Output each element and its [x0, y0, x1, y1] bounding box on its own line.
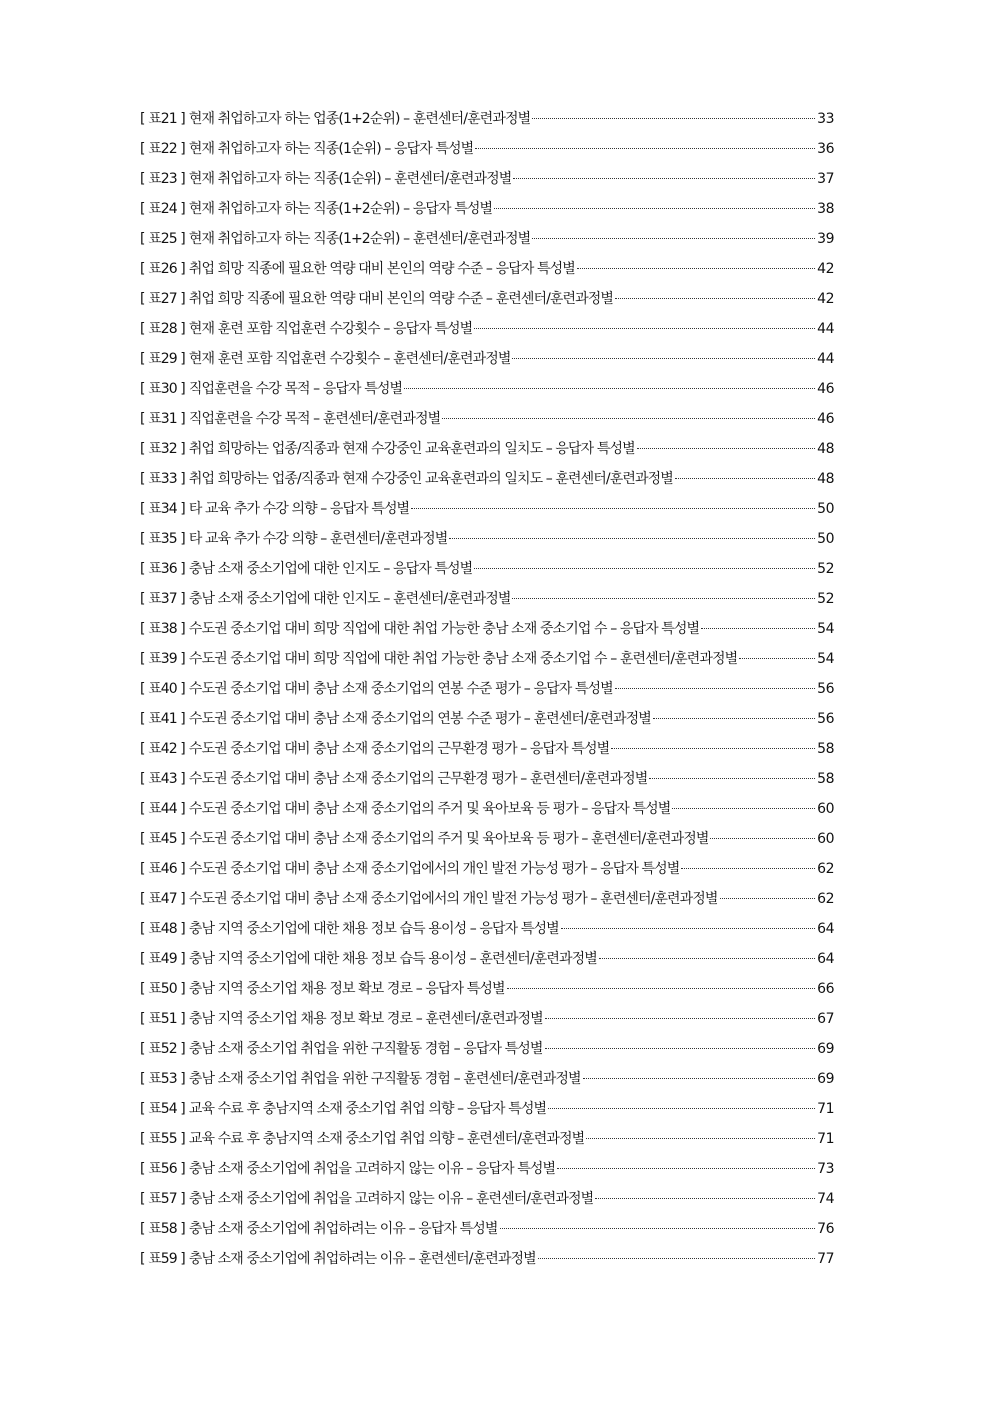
- dot-leader: [649, 778, 815, 779]
- toc-entry[interactable]: [140, 914, 834, 944]
- table-number: [ 표40 ]: [140, 681, 185, 697]
- table-number: [ 표29 ]: [140, 351, 185, 367]
- dot-leader: [513, 178, 815, 179]
- toc-entry-label: [140, 1214, 498, 1244]
- dot-leader: [583, 1078, 816, 1079]
- table-title: 수도권 중소기업 대비 충남 소재 중소기업의 근무환경 평가 – 응답자 특성별: [188, 741, 610, 757]
- toc-entry[interactable]: [140, 164, 834, 194]
- table-title: 수도권 중소기업 대비 충남 소재 중소기업의 연봉 수준 평가 – 훈련센터/훈련과정별: [188, 711, 651, 727]
- table-number: [ 표52 ]: [140, 1041, 185, 1057]
- table-title: 수도권 중소기업 대비 희망 직업에 대한 취업 가능한 충남 소재 중소기업 수 – 응답자 특성별: [188, 621, 700, 637]
- table-title: 교육 수료 후 충남지역 소재 중소기업 취업 의향 – 훈련센터/훈련과정별: [188, 1131, 585, 1147]
- toc-entry-label: [140, 824, 708, 854]
- toc-entry-label: [140, 494, 409, 524]
- table-title: 현재 훈련 포함 직업훈련 수강횟수 – 훈련센터/훈련과정별: [188, 351, 511, 367]
- toc-entry-label: [140, 974, 505, 1004]
- toc-entry-label: [140, 914, 559, 944]
- table-number: [ 표37 ]: [140, 591, 185, 607]
- table-number: [ 표55 ]: [140, 1131, 185, 1147]
- toc-entry-label: [140, 734, 609, 764]
- table-title: 수도권 중소기업 대비 충남 소재 중소기업에서의 개인 발전 가능성 평가 – 훈련센터/훈련과정별: [188, 891, 718, 907]
- toc-entry-label: [140, 284, 613, 314]
- toc-entry[interactable]: [140, 524, 834, 554]
- dot-leader: [442, 418, 815, 419]
- toc-entry-label: [140, 584, 510, 614]
- page-number: 67: [817, 1011, 834, 1027]
- dot-leader: [512, 358, 815, 359]
- table-title: 충남 소재 중소기업에 취업하려는 이유 – 훈련센터/훈련과정별: [188, 1251, 536, 1267]
- toc-entry-label: [140, 104, 530, 134]
- page-number: 69: [817, 1041, 834, 1057]
- table-number: [ 표47 ]: [140, 891, 185, 907]
- page-number: 69: [817, 1071, 834, 1087]
- dot-leader: [720, 898, 816, 899]
- toc-entry[interactable]: [140, 404, 834, 434]
- page-number: 58: [817, 741, 834, 757]
- page-number: 58: [817, 771, 834, 787]
- toc-entry[interactable]: [140, 854, 834, 884]
- table-title: 직업훈련을 수강 목적 – 훈련센터/훈련과정별: [188, 411, 441, 427]
- toc-entry[interactable]: [140, 884, 834, 914]
- table-number: [ 표45 ]: [140, 831, 185, 847]
- page-number: 60: [817, 801, 834, 817]
- page-number: 76: [817, 1221, 834, 1237]
- toc-entry-label: [140, 374, 402, 404]
- page-number: 64: [817, 951, 834, 967]
- dot-leader: [675, 478, 815, 479]
- table-number: [ 표32 ]: [140, 441, 185, 457]
- toc-entry[interactable]: [140, 344, 834, 374]
- dot-leader: [595, 1198, 815, 1199]
- page-number: 74: [817, 1191, 834, 1207]
- table-title: 수도권 중소기업 대비 충남 소재 중소기업의 연봉 수준 평가 – 응답자 특성별: [188, 681, 613, 697]
- dot-leader: [538, 1258, 815, 1259]
- toc-entry[interactable]: [140, 224, 834, 254]
- dot-leader: [739, 658, 815, 659]
- table-number: [ 표51 ]: [140, 1011, 185, 1027]
- toc-entry-label: [140, 1064, 581, 1094]
- table-title: 충남 소재 중소기업에 대한 인지도 – 응답자 특성별: [188, 561, 473, 577]
- toc-entry[interactable]: [140, 1214, 834, 1244]
- dot-leader: [653, 718, 815, 719]
- table-title: 충남 소재 중소기업에 취업을 고려하지 않는 이유 – 훈련센터/훈련과정별: [188, 1191, 594, 1207]
- page-number: 46: [817, 411, 834, 427]
- page-number: 50: [817, 531, 834, 547]
- table-title: 충남 소재 중소기업에 대한 인지도 – 훈련센터/훈련과정별: [188, 591, 511, 607]
- table-title: 충남 지역 중소기업에 대한 채용 정보 습득 용이성 – 응답자 특성별: [188, 921, 559, 937]
- table-number: [ 표56 ]: [140, 1161, 185, 1177]
- page-number: 36: [817, 141, 834, 157]
- table-number: [ 표54 ]: [140, 1101, 185, 1117]
- dot-leader: [701, 628, 815, 629]
- toc-entry[interactable]: [140, 824, 834, 854]
- toc-entry[interactable]: [140, 1154, 834, 1184]
- dot-leader: [586, 1138, 815, 1139]
- table-title: 교육 수료 후 충남지역 소재 중소기업 취업 의향 – 응답자 특성별: [188, 1101, 547, 1117]
- table-number: [ 표22 ]: [140, 141, 185, 157]
- toc-entry[interactable]: [140, 134, 834, 164]
- toc-entry-label: [140, 554, 472, 584]
- toc-entry[interactable]: [140, 194, 834, 224]
- toc-entry[interactable]: [140, 314, 834, 344]
- table-number: [ 표36 ]: [140, 561, 185, 577]
- table-title: 충남 소재 중소기업에 취업하려는 이유 – 응답자 특성별: [188, 1221, 498, 1237]
- toc-entry-label: [140, 644, 737, 674]
- toc-entry[interactable]: [140, 284, 834, 314]
- table-title: 현재 훈련 포함 직업훈련 수강횟수 – 응답자 특성별: [188, 321, 473, 337]
- table-number: [ 표24 ]: [140, 201, 185, 217]
- page-number: 33: [817, 111, 834, 127]
- page-number: 71: [817, 1101, 834, 1117]
- page-number: 37: [817, 171, 834, 187]
- dot-leader: [411, 508, 815, 509]
- dot-leader: [561, 928, 815, 929]
- dot-leader: [681, 868, 815, 869]
- table-title: 수도권 중소기업 대비 충남 소재 중소기업에서의 개인 발전 가능성 평가 – 응답자 특성별: [188, 861, 680, 877]
- dot-leader: [710, 838, 815, 839]
- dot-leader: [615, 688, 815, 689]
- table-title: 충남 소재 중소기업에 취업을 고려하지 않는 이유 – 응답자 특성별: [188, 1161, 556, 1177]
- page-number: 48: [817, 471, 834, 487]
- toc-entry-label: [140, 674, 613, 704]
- toc-entry-label: [140, 224, 530, 254]
- toc-entry[interactable]: [140, 1184, 834, 1214]
- page-number: 77: [817, 1251, 834, 1267]
- table-title: 수도권 중소기업 대비 충남 소재 중소기업의 주거 및 육아보육 등 평가 – 훈련센터/훈련과정별: [188, 831, 709, 847]
- dot-leader: [672, 808, 815, 809]
- table-title: 타 교육 추가 수강 의향 – 훈련센터/훈련과정별: [188, 531, 448, 547]
- toc-entry[interactable]: [140, 644, 834, 674]
- dot-leader: [474, 328, 815, 329]
- toc-entry-label: [140, 254, 575, 284]
- dot-leader: [545, 1018, 815, 1019]
- table-title: 취업 희망 직종에 필요한 역량 대비 본인의 역량 수준 – 응답자 특성별: [188, 261, 575, 277]
- dot-leader: [577, 268, 815, 269]
- table-title: 충남 지역 중소기업 채용 정보 확보 경로 – 응답자 특성별: [188, 981, 505, 997]
- table-number: [ 표34 ]: [140, 501, 185, 517]
- table-title: 충남 소재 중소기업 취업을 위한 구직활동 경험 – 훈련센터/훈련과정별: [188, 1071, 581, 1087]
- toc-entry-label: [140, 944, 597, 974]
- page-number: 71: [817, 1131, 834, 1147]
- toc-entry-label: [140, 704, 651, 734]
- table-number: [ 표30 ]: [140, 381, 185, 397]
- toc-entry-label: [140, 1034, 543, 1064]
- dot-leader: [532, 118, 815, 119]
- toc-entry[interactable]: [140, 554, 834, 584]
- toc-entry[interactable]: [140, 974, 834, 1004]
- table-number: [ 표44 ]: [140, 801, 185, 817]
- table-title: 충남 지역 중소기업에 대한 채용 정보 습득 용이성 – 훈련센터/훈련과정별: [188, 951, 597, 967]
- toc-entry-label: [140, 164, 511, 194]
- toc-entry[interactable]: [140, 494, 834, 524]
- page-number: 62: [817, 891, 834, 907]
- dot-leader: [449, 538, 815, 539]
- table-number: [ 표31 ]: [140, 411, 185, 427]
- page-number: 56: [817, 681, 834, 697]
- toc-entry[interactable]: [140, 1244, 834, 1274]
- toc-entry[interactable]: [140, 1124, 834, 1154]
- dot-leader: [615, 298, 815, 299]
- toc-entry[interactable]: [140, 1064, 834, 1094]
- toc-entry-label: [140, 764, 647, 794]
- page-number: 38: [817, 201, 834, 217]
- toc-entry[interactable]: [140, 464, 834, 494]
- table-title: 취업 희망하는 업종/직종과 현재 수강중인 교육훈련과의 일치도 – 응답자 특성별: [188, 441, 635, 457]
- toc-entry[interactable]: [140, 794, 834, 824]
- table-title: 취업 희망하는 업종/직종과 현재 수강중인 교육훈련과의 일치도 – 훈련센터/훈련과정별: [188, 471, 673, 487]
- toc-entry[interactable]: [140, 764, 834, 794]
- table-title: 수도권 중소기업 대비 충남 소재 중소기업의 주거 및 육아보육 등 평가 – 응답자 특성별: [188, 801, 671, 817]
- toc-entry-label: [140, 1244, 536, 1274]
- toc-entry-label: [140, 1124, 584, 1154]
- table-title: 현재 취업하고자 하는 업종(1+2순위) – 훈련센터/훈련과정별: [188, 111, 531, 127]
- toc-entry[interactable]: [140, 944, 834, 974]
- table-title: 수도권 중소기업 대비 희망 직업에 대한 취업 가능한 충남 소재 중소기업 수 – 훈련센터/훈련과정별: [188, 651, 738, 667]
- toc-entry[interactable]: [140, 734, 834, 764]
- dot-leader: [545, 1048, 816, 1049]
- toc-entry-label: [140, 854, 679, 884]
- dot-leader: [611, 748, 815, 749]
- toc-entry-label: [140, 134, 473, 164]
- table-title: 타 교육 추가 수강 의향 – 응답자 특성별: [188, 501, 410, 517]
- page-number: 56: [817, 711, 834, 727]
- toc-entry[interactable]: [140, 704, 834, 734]
- toc-entry[interactable]: [140, 674, 834, 704]
- page-number: 52: [817, 561, 834, 577]
- toc-entry[interactable]: [140, 104, 834, 134]
- table-number: [ 표21 ]: [140, 111, 185, 127]
- table-number: [ 표41 ]: [140, 711, 185, 727]
- table-number: [ 표35 ]: [140, 531, 185, 547]
- page-number: 50: [817, 501, 834, 517]
- table-number: [ 표48 ]: [140, 921, 185, 937]
- table-number: [ 표43 ]: [140, 771, 185, 787]
- dot-leader: [548, 1108, 815, 1109]
- toc-entry[interactable]: [140, 1034, 834, 1064]
- table-number: [ 표27 ]: [140, 291, 185, 307]
- toc-entry-label: [140, 344, 510, 374]
- toc-entry-label: [140, 464, 673, 494]
- table-number: [ 표38 ]: [140, 621, 185, 637]
- table-number: [ 표28 ]: [140, 321, 185, 337]
- toc-entry-label: [140, 1094, 546, 1124]
- page-number: 44: [817, 321, 834, 337]
- dot-leader: [637, 448, 815, 449]
- toc-entry-label: [140, 194, 492, 224]
- dot-leader: [404, 388, 815, 389]
- toc-entry-label: [140, 1004, 543, 1034]
- table-number: [ 표23 ]: [140, 171, 185, 187]
- table-number: [ 표57 ]: [140, 1191, 185, 1207]
- toc-entry[interactable]: [140, 584, 834, 614]
- page-number: 73: [817, 1161, 834, 1177]
- dot-leader: [474, 568, 815, 569]
- dot-leader: [532, 238, 815, 239]
- page-number: 46: [817, 381, 834, 397]
- table-title: 현재 취업하고자 하는 직종(1순위) – 응답자 특성별: [188, 141, 474, 157]
- table-number: [ 표58 ]: [140, 1221, 185, 1237]
- toc-entry-label: [140, 314, 472, 344]
- dot-leader: [557, 1168, 815, 1169]
- dot-leader: [494, 208, 815, 209]
- page-number: 66: [817, 981, 834, 997]
- table-of-contents-list: [140, 104, 834, 1274]
- table-title: 현재 취업하고자 하는 직종(1+2순위) – 응답자 특성별: [188, 201, 493, 217]
- table-number: [ 표25 ]: [140, 231, 185, 247]
- table-title: 수도권 중소기업 대비 충남 소재 중소기업의 근무환경 평가 – 훈련센터/훈련과정별: [188, 771, 648, 787]
- dot-leader: [507, 988, 816, 989]
- dot-leader: [599, 958, 815, 959]
- page-number: 52: [817, 591, 834, 607]
- dot-leader: [512, 598, 815, 599]
- dot-leader: [475, 148, 815, 149]
- page-number: 54: [817, 621, 834, 637]
- table-title: 취업 희망 직종에 필요한 역량 대비 본인의 역량 수준 – 훈련센터/훈련과정별: [188, 291, 614, 307]
- table-number: [ 표42 ]: [140, 741, 185, 757]
- toc-entry-label: [140, 524, 447, 554]
- table-number: [ 표53 ]: [140, 1071, 185, 1087]
- table-number: [ 표59 ]: [140, 1251, 185, 1267]
- table-title: 현재 취업하고자 하는 직종(1순위) – 훈련센터/훈련과정별: [188, 171, 512, 187]
- toc-entry-label: [140, 1154, 555, 1184]
- page-number: 44: [817, 351, 834, 367]
- table-title: 직업훈련을 수강 목적 – 응답자 특성별: [188, 381, 403, 397]
- table-number: [ 표50 ]: [140, 981, 185, 997]
- toc-entry-label: [140, 404, 440, 434]
- table-title: 충남 지역 중소기업 채용 정보 확보 경로 – 훈련센터/훈련과정별: [188, 1011, 543, 1027]
- table-number: [ 표33 ]: [140, 471, 185, 487]
- toc-entry-label: [140, 1184, 593, 1214]
- toc-entry[interactable]: [140, 434, 834, 464]
- page-number: 39: [817, 231, 834, 247]
- table-number: [ 표26 ]: [140, 261, 185, 277]
- toc-entry-label: [140, 794, 670, 824]
- table-number: [ 표49 ]: [140, 951, 185, 967]
- page-number: 48: [817, 441, 834, 457]
- dot-leader: [500, 1228, 816, 1229]
- page-number: 62: [817, 861, 834, 877]
- page-number: 42: [817, 291, 834, 307]
- page-number: 42: [817, 261, 834, 277]
- toc-entry-label: [140, 614, 699, 644]
- table-number: [ 표46 ]: [140, 861, 185, 877]
- toc-entry[interactable]: [140, 1094, 834, 1124]
- page-number: 54: [817, 651, 834, 667]
- page-number: 60: [817, 831, 834, 847]
- toc-entry-label: [140, 884, 718, 914]
- page-number: 64: [817, 921, 834, 937]
- toc-entry-label: [140, 434, 635, 464]
- toc-entry[interactable]: [140, 374, 834, 404]
- table-number: [ 표39 ]: [140, 651, 185, 667]
- toc-entry[interactable]: [140, 1004, 834, 1034]
- toc-entry[interactable]: [140, 614, 834, 644]
- toc-entry[interactable]: [140, 254, 834, 284]
- table-title: 현재 취업하고자 하는 직종(1+2순위) – 훈련센터/훈련과정별: [188, 231, 531, 247]
- table-title: 충남 소재 중소기업 취업을 위한 구직활동 경험 – 응답자 특성별: [188, 1041, 543, 1057]
